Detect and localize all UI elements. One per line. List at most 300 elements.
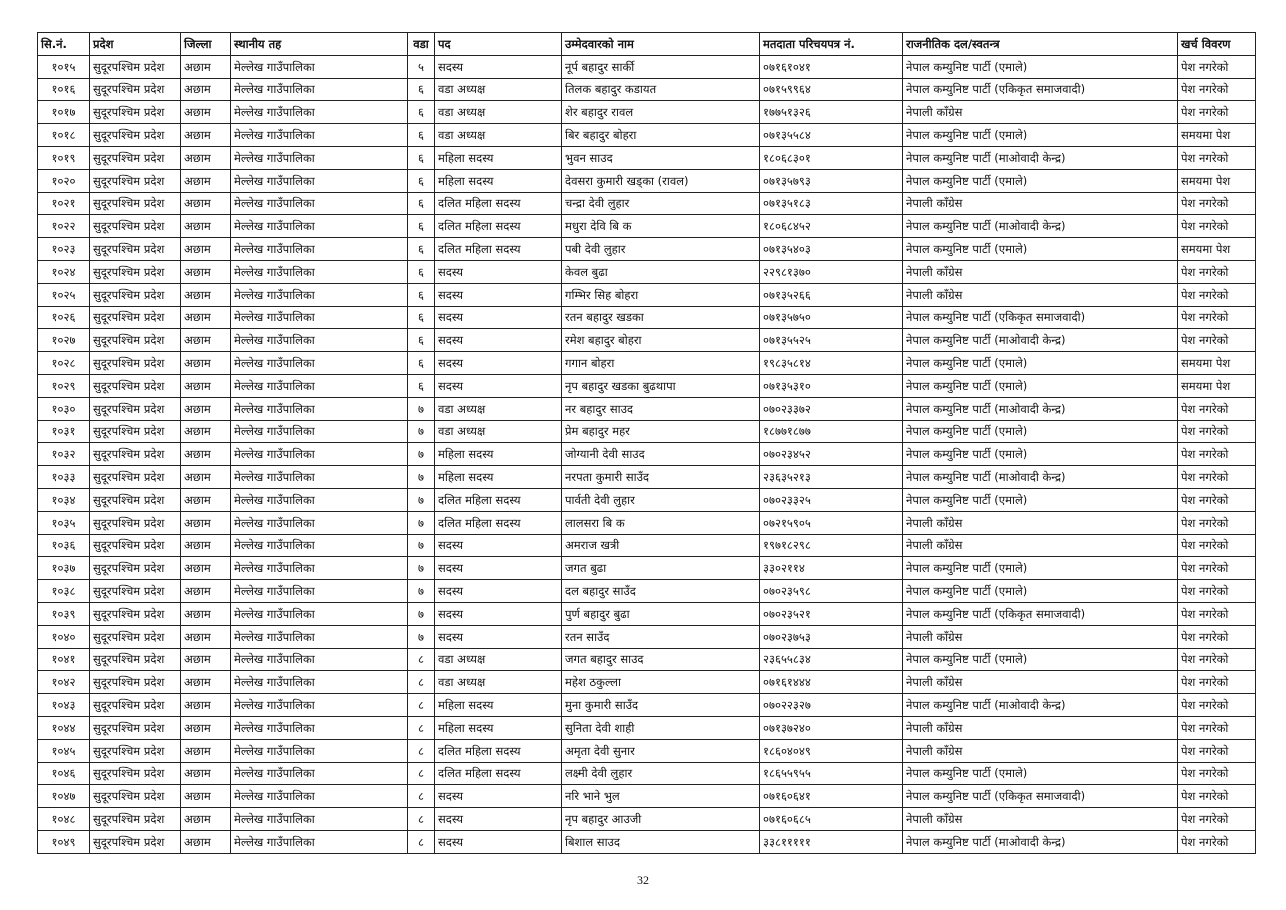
cell-political-party: नेपाल कम्युनिष्ट पार्टी (एमाले) [903,374,1178,397]
cell-district: अछाम [181,329,231,352]
cell-expense-status: समयमा पेश [1178,374,1256,397]
cell-candidate-name: रमेश बहादुर बोहरा [562,329,760,352]
cell-position: महिला सदस्य [435,466,562,489]
cell-political-party: नेपाल कम्युनिष्ट पार्टी (एमाले) [903,648,1178,671]
cell-local-level: मेल्लेख गाउँपालिका [231,329,408,352]
cell-candidate-name: दल बहादुर साउँद [562,580,760,603]
cell-candidate-name: मुना कुमारी साउँद [562,694,760,717]
cell-serial-number: १०२० [38,169,90,192]
table-row [38,78,1256,101]
cell-ward: ६ [408,192,435,215]
table-row [38,602,1256,625]
cell-district: अछाम [181,808,231,831]
cell-candidate-name: नरपता कुमारी साउँद [562,466,760,489]
cell-voter-id: ०७१३५७५० [760,306,903,329]
cell-ward: ६ [408,169,435,192]
cell-ward: ८ [408,739,435,762]
cell-candidate-name: जगत बुढा [562,557,760,580]
cell-expense-status: पेश नगरेको [1178,78,1256,101]
cell-candidate-name: देवसरा कुमारी खड्का (रावल) [562,169,760,192]
cell-province: सुदूरपश्चिम प्रदेश [90,283,181,306]
cell-political-party: नेपाल कम्युनिष्ट पार्टी (एकिकृत समाजवादी) [903,785,1178,808]
table-row [38,55,1256,78]
table-row [38,466,1256,489]
cell-ward: ७ [408,397,435,420]
cell-voter-id: ०७१३५४०३ [760,238,903,261]
cell-position: सदस्य [435,55,562,78]
cell-serial-number: १०१७ [38,101,90,124]
cell-political-party: नेपाल कम्युनिष्ट पार्टी (एकिकृत समाजवादी) [903,306,1178,329]
table-row [38,420,1256,443]
cell-expense-status: पेश नगरेको [1178,329,1256,352]
cell-ward: ७ [408,511,435,534]
cell-expense-status: पेश नगरेको [1178,739,1256,762]
cell-voter-id: ०७१६०६४१ [760,785,903,808]
header-expense-status: खर्च विवरण [1178,33,1256,56]
table-row [38,124,1256,147]
cell-province: सुदूरपश्चिम प्रदेश [90,238,181,261]
cell-expense-status: समयमा पेश [1178,238,1256,261]
cell-expense-status: पेश नगरेको [1178,557,1256,580]
cell-political-party: नेपाली काँग्रेस [903,808,1178,831]
cell-expense-status: समयमा पेश [1178,352,1256,375]
table-row [38,215,1256,238]
cell-ward: ७ [408,557,435,580]
cell-district: अछाम [181,716,231,739]
cell-political-party: नेपाल कम्युनिष्ट पार्टी (एमाले) [903,420,1178,443]
cell-political-party: नेपाल कम्युनिष्ट पार्टी (एमाले) [903,557,1178,580]
table-row [38,511,1256,534]
cell-local-level: मेल्लेख गाउँपालिका [231,511,408,534]
cell-ward: ८ [408,694,435,717]
cell-political-party: नेपाली काँग्रेस [903,101,1178,124]
cell-voter-id: १८६०४०४९ [760,739,903,762]
cell-position: दलित महिला सदस्य [435,762,562,785]
cell-position: सदस्य [435,306,562,329]
cell-district: अछाम [181,648,231,671]
cell-province: सुदूरपश्चिम प्रदेश [90,397,181,420]
cell-local-level: मेल्लेख गाउँपालिका [231,808,408,831]
cell-local-level: मेल्लेख गाउँपालिका [231,534,408,557]
table-row [38,762,1256,785]
cell-position: दलित महिला सदस्य [435,238,562,261]
cell-political-party: नेपाली काँग्रेस [903,192,1178,215]
cell-district: अछाम [181,830,231,853]
cell-position: सदस्य [435,602,562,625]
table-row [38,648,1256,671]
cell-political-party: नेपाल कम्युनिष्ट पार्टी (माओवादी केन्द्र) [903,215,1178,238]
cell-expense-status: पेश नगरेको [1178,101,1256,124]
cell-ward: ६ [408,215,435,238]
cell-local-level: मेल्लेख गाउँपालिका [231,146,408,169]
cell-position: सदस्य [435,534,562,557]
cell-local-level: मेल्लेख गाउँपालिका [231,306,408,329]
cell-ward: ६ [408,329,435,352]
header-candidate-name: उम्मेदवारको नाम [562,33,760,56]
cell-serial-number: १०३५ [38,511,90,534]
cell-district: अछाम [181,192,231,215]
cell-local-level: मेल्लेख गाउँपालिका [231,192,408,215]
cell-voter-id: ०७१३५२६६ [760,283,903,306]
cell-province: सुदूरपश्चिम प्रदेश [90,374,181,397]
candidate-expense-table [37,32,1256,854]
cell-position: दलित महिला सदस्य [435,215,562,238]
cell-serial-number: १०४२ [38,671,90,694]
cell-province: सुदूरपश्चिम प्रदेश [90,785,181,808]
cell-expense-status: पेश नगरेको [1178,260,1256,283]
cell-serial-number: १०३६ [38,534,90,557]
table-row [38,238,1256,261]
cell-province: सुदूरपश्चिम प्रदेश [90,146,181,169]
cell-serial-number: १०२९ [38,374,90,397]
cell-district: अछाम [181,694,231,717]
cell-province: सुदूरपश्चिम प्रदेश [90,124,181,147]
cell-political-party: नेपाली काँग्रेस [903,739,1178,762]
cell-serial-number: १०४९ [38,830,90,853]
cell-candidate-name: पार्वती देवी लुहार [562,488,760,511]
cell-position: वडा अध्यक्ष [435,124,562,147]
cell-political-party: नेपाल कम्युनिष्ट पार्टी (माओवादी केन्द्र) [903,466,1178,489]
cell-serial-number: १०१८ [38,124,90,147]
cell-serial-number: १०२५ [38,283,90,306]
cell-position: दलित महिला सदस्य [435,739,562,762]
table-row [38,580,1256,603]
table-row [38,146,1256,169]
cell-ward: ७ [408,602,435,625]
cell-position: वडा अध्यक्ष [435,671,562,694]
cell-province: सुदूरपश्चिम प्रदेश [90,78,181,101]
cell-ward: ८ [408,830,435,853]
cell-voter-id: ०७०२३४५२ [760,443,903,466]
cell-political-party: नेपाल कम्युनिष्ट पार्टी (एमाले) [903,238,1178,261]
cell-ward: ६ [408,146,435,169]
cell-voter-id: १८०६८३०१ [760,146,903,169]
header-district: जिल्ला [181,33,231,56]
cell-expense-status: पेश नगरेको [1178,55,1256,78]
cell-province: सुदूरपश्चिम प्रदेश [90,602,181,625]
cell-province: सुदूरपश्चिम प्रदेश [90,808,181,831]
table-row [38,101,1256,124]
cell-serial-number: १०४५ [38,739,90,762]
table-row [38,352,1256,375]
cell-local-level: मेल्लेख गाउँपालिका [231,580,408,603]
cell-district: अछाम [181,557,231,580]
cell-province: सुदूरपश्चिम प्रदेश [90,329,181,352]
cell-ward: ६ [408,101,435,124]
cell-voter-id: ०७१३५१८३ [760,192,903,215]
cell-position: सदस्य [435,352,562,375]
table-row [38,443,1256,466]
cell-ward: ६ [408,283,435,306]
cell-position: दलित महिला सदस्य [435,511,562,534]
table-row [38,625,1256,648]
cell-province: सुदूरपश्चिम प्रदेश [90,215,181,238]
cell-expense-status: पेश नगरेको [1178,283,1256,306]
cell-voter-id: ३३०२११४ [760,557,903,580]
cell-position: महिला सदस्य [435,169,562,192]
table-header-row [38,33,1256,56]
cell-serial-number: १०३३ [38,466,90,489]
table-row [38,671,1256,694]
cell-serial-number: १०४४ [38,716,90,739]
cell-candidate-name: नृप बहादुर खडका बुढथापा [562,374,760,397]
cell-ward: ७ [408,443,435,466]
cell-province: सुदूरपश्चिम प्रदेश [90,762,181,785]
cell-province: सुदूरपश्चिम प्रदेश [90,192,181,215]
cell-political-party: नेपाल कम्युनिष्ट पार्टी (एमाले) [903,488,1178,511]
cell-district: अछाम [181,260,231,283]
cell-position: महिला सदस्य [435,716,562,739]
header-political-party: राजनीतिक दल/स्वतन्त्र [903,33,1178,56]
cell-province: सुदूरपश्चिम प्रदेश [90,716,181,739]
cell-political-party: नेपाल कम्युनिष्ट पार्टी (एमाले) [903,124,1178,147]
cell-district: अछाम [181,466,231,489]
cell-district: अछाम [181,443,231,466]
cell-voter-id: १८६५५९५५ [760,762,903,785]
cell-candidate-name: मधुरा देवि बि क [562,215,760,238]
table-row [38,306,1256,329]
cell-candidate-name: नृप बहादुर आउजी [562,808,760,831]
cell-position: दलित महिला सदस्य [435,488,562,511]
cell-serial-number: १०२२ [38,215,90,238]
cell-ward: ६ [408,352,435,375]
table-body [38,55,1256,853]
cell-voter-id: ०७१६१४४४ [760,671,903,694]
cell-province: सुदूरपश्चिम प्रदेश [90,671,181,694]
cell-expense-status: पेश नगरेको [1178,443,1256,466]
cell-district: अछाम [181,169,231,192]
cell-ward: ८ [408,785,435,808]
cell-district: अछाम [181,352,231,375]
cell-district: अछाम [181,397,231,420]
cell-candidate-name: बिशाल साउद [562,830,760,853]
table-row [38,329,1256,352]
cell-position: सदस्य [435,557,562,580]
cell-expense-status: पेश नगरेको [1178,215,1256,238]
cell-expense-status: पेश नगरेको [1178,602,1256,625]
cell-ward: ५ [408,55,435,78]
table-row [38,169,1256,192]
cell-local-level: मेल्लेख गाउँपालिका [231,830,408,853]
cell-expense-status: पेश नगरेको [1178,694,1256,717]
cell-expense-status: पेश नगरेको [1178,625,1256,648]
cell-political-party: नेपाली काँग्रेस [903,671,1178,694]
cell-candidate-name: भुवन साउद [562,146,760,169]
cell-ward: ७ [408,580,435,603]
cell-local-level: मेल्लेख गाउँपालिका [231,420,408,443]
cell-political-party: नेपाल कम्युनिष्ट पार्टी (एमाले) [903,352,1178,375]
cell-local-level: मेल्लेख गाउँपालिका [231,78,408,101]
cell-serial-number: १०३८ [38,580,90,603]
cell-candidate-name: लालसरा बि क [562,511,760,534]
cell-position: वडा अध्यक्ष [435,101,562,124]
cell-political-party: नेपाल कम्युनिष्ट पार्टी (एमाले) [903,55,1178,78]
cell-local-level: मेल्लेख गाउँपालिका [231,625,408,648]
cell-expense-status: पेश नगरेको [1178,466,1256,489]
cell-local-level: मेल्लेख गाउँपालिका [231,352,408,375]
cell-ward: ८ [408,808,435,831]
page-number: 32 [637,873,649,887]
cell-position: सदस्य [435,830,562,853]
cell-candidate-name: चन्द्रा देवी लुहार [562,192,760,215]
cell-political-party: नेपाली काँग्रेस [903,511,1178,534]
cell-district: अछाम [181,283,231,306]
cell-province: सुदूरपश्चिम प्रदेश [90,466,181,489]
cell-serial-number: १०१६ [38,78,90,101]
cell-voter-id: १७७५१३२६ [760,101,903,124]
cell-district: अछाम [181,671,231,694]
cell-political-party: नेपाली काँग्रेस [903,625,1178,648]
cell-province: सुदूरपश्चिम प्रदेश [90,557,181,580]
cell-candidate-name: शेर बहादुर रावल [562,101,760,124]
cell-province: सुदूरपश्चिम प्रदेश [90,443,181,466]
cell-district: अछाम [181,78,231,101]
cell-voter-id: ०७१६१०४१ [760,55,903,78]
cell-serial-number: १०३९ [38,602,90,625]
table-row [38,374,1256,397]
header-province: प्रदेश [90,33,181,56]
cell-district: अछाम [181,306,231,329]
cell-political-party: नेपाल कम्युनिष्ट पार्टी (एमाले) [903,580,1178,603]
cell-voter-id: ०७०२३३२५ [760,488,903,511]
cell-province: सुदूरपश्चिम प्रदेश [90,169,181,192]
cell-voter-id: २३६५५८३४ [760,648,903,671]
cell-ward: ६ [408,306,435,329]
table-row [38,739,1256,762]
header-ward: वडा [408,33,435,56]
cell-political-party: नेपाल कम्युनिष्ट पार्टी (माओवादी केन्द्र) [903,830,1178,853]
cell-voter-id: ०७२१५९०५ [760,511,903,534]
cell-candidate-name: रतन साउँद [562,625,760,648]
cell-position: सदस्य [435,329,562,352]
cell-position: सदस्य [435,785,562,808]
cell-local-level: मेल्लेख गाउँपालिका [231,124,408,147]
cell-local-level: मेल्लेख गाउँपालिका [231,602,408,625]
cell-position: महिला सदस्य [435,694,562,717]
cell-political-party: नेपाल कम्युनिष्ट पार्टी (माओवादी केन्द्र) [903,397,1178,420]
table-row [38,488,1256,511]
cell-expense-status: पेश नगरेको [1178,716,1256,739]
cell-candidate-name: बिर बहादुर बोहरा [562,124,760,147]
cell-province: सुदूरपश्चिम प्रदेश [90,625,181,648]
cell-ward: ७ [408,534,435,557]
cell-voter-id: ०७०२३३७२ [760,397,903,420]
cell-serial-number: १०१५ [38,55,90,78]
cell-local-level: मेल्लेख गाउँपालिका [231,488,408,511]
cell-expense-status: पेश नगरेको [1178,830,1256,853]
cell-local-level: मेल्लेख गाउँपालिका [231,260,408,283]
cell-position: सदस्य [435,808,562,831]
cell-province: सुदूरपश्चिम प्रदेश [90,420,181,443]
cell-political-party: नेपाल कम्युनिष्ट पार्टी (माओवादी केन्द्र) [903,329,1178,352]
cell-district: अछाम [181,124,231,147]
cell-province: सुदूरपश्चिम प्रदेश [90,352,181,375]
cell-candidate-name: नर बहादुर साउद [562,397,760,420]
cell-voter-id: १९७१८२९८ [760,534,903,557]
cell-position: दलित महिला सदस्य [435,192,562,215]
cell-political-party: नेपाल कम्युनिष्ट पार्टी (एमाले) [903,762,1178,785]
cell-position: वडा अध्यक्ष [435,78,562,101]
cell-local-level: मेल्लेख गाउँपालिका [231,101,408,124]
cell-ward: ८ [408,716,435,739]
cell-serial-number: १०३७ [38,557,90,580]
cell-voter-id: ०७०२३७५३ [760,625,903,648]
cell-voter-id: १९८३५८१४ [760,352,903,375]
cell-expense-status: पेश नगरेको [1178,420,1256,443]
cell-province: सुदूरपश्चिम प्रदेश [90,488,181,511]
cell-political-party: नेपाली काँग्रेस [903,260,1178,283]
cell-local-level: मेल्लेख गाउँपालिका [231,739,408,762]
cell-serial-number: १०४३ [38,694,90,717]
cell-ward: ७ [408,420,435,443]
cell-ward: ८ [408,762,435,785]
cell-local-level: मेल्लेख गाउँपालिका [231,694,408,717]
cell-expense-status: पेश नगरेको [1178,146,1256,169]
table-row [38,534,1256,557]
cell-political-party: नेपाल कम्युनिष्ट पार्टी (माओवादी केन्द्र) [903,694,1178,717]
cell-local-level: मेल्लेख गाउँपालिका [231,648,408,671]
cell-district: अछाम [181,511,231,534]
cell-position: सदस्य [435,374,562,397]
cell-local-level: मेल्लेख गाउँपालिका [231,238,408,261]
cell-ward: ७ [408,625,435,648]
cell-local-level: मेल्लेख गाउँपालिका [231,671,408,694]
cell-serial-number: १०२१ [38,192,90,215]
cell-position: महिला सदस्य [435,146,562,169]
cell-position: वडा अध्यक्ष [435,397,562,420]
header-serial-number: सि.नं. [38,33,90,56]
cell-ward: ७ [408,466,435,489]
cell-ward: ८ [408,648,435,671]
cell-voter-id: ०७१३५७९३ [760,169,903,192]
cell-serial-number: १०२७ [38,329,90,352]
cell-expense-status: पेश नगरेको [1178,580,1256,603]
cell-position: वडा अध्यक्ष [435,648,562,671]
cell-province: सुदूरपश्चिम प्रदेश [90,534,181,557]
header-local-level: स्थानीय तह [231,33,408,56]
cell-voter-id: ०७०२२३२७ [760,694,903,717]
table-row [38,716,1256,739]
cell-expense-status: पेश नगरेको [1178,534,1256,557]
cell-ward: ७ [408,488,435,511]
cell-province: सुदूरपश्चिम प्रदेश [90,511,181,534]
cell-province: सुदूरपश्चिम प्रदेश [90,648,181,671]
cell-serial-number: १०४० [38,625,90,648]
cell-ward: ६ [408,238,435,261]
cell-local-level: मेल्लेख गाउँपालिका [231,466,408,489]
cell-voter-id: ०७१५९९६४ [760,78,903,101]
cell-candidate-name: नरि भाने भुल [562,785,760,808]
cell-ward: ८ [408,671,435,694]
header-voter-id: मतदाता परिचयपत्र नं. [760,33,903,56]
cell-candidate-name: प्रेम बहादुर महर [562,420,760,443]
cell-candidate-name: महेश ठकुल्ला [562,671,760,694]
cell-serial-number: १०१९ [38,146,90,169]
cell-voter-id: ०७१६०६८५ [760,808,903,831]
cell-district: अछाम [181,238,231,261]
table-row [38,192,1256,215]
cell-voter-id: २३६३५२१३ [760,466,903,489]
cell-voter-id: ३३८१११११ [760,830,903,853]
cell-political-party: नेपाल कम्युनिष्ट पार्टी (एकिकृत समाजवादी) [903,602,1178,625]
cell-district: अछाम [181,534,231,557]
cell-candidate-name: रतन बहादुर खडका [562,306,760,329]
cell-voter-id: १८०६८४५२ [760,215,903,238]
cell-district: अछाम [181,602,231,625]
cell-political-party: नेपाल कम्युनिष्ट पार्टी (एमाले) [903,443,1178,466]
cell-voter-id: ०७०२३५२१ [760,602,903,625]
table-row [38,830,1256,853]
